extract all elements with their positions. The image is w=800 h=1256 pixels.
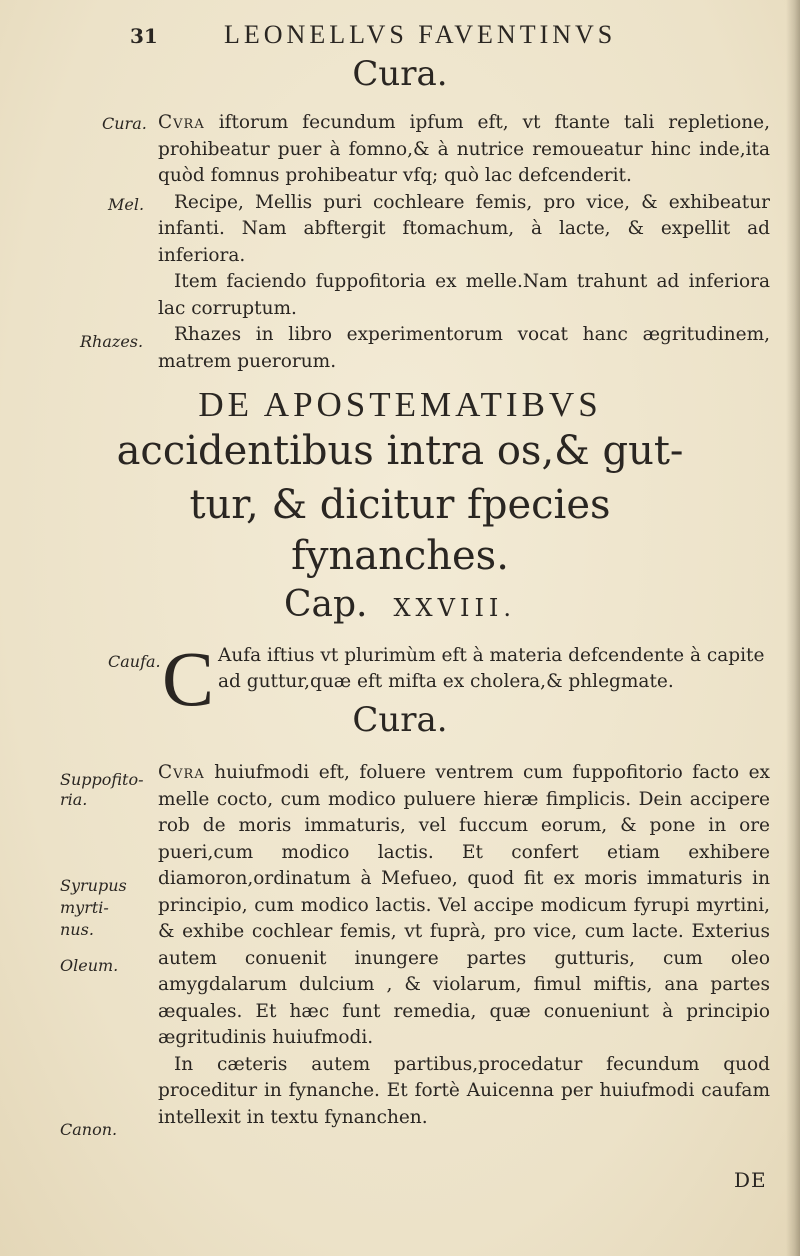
paragraph: In cæteris autem partibus,procedatur fecundum quod proceditur in fynanche. Et fortè Auicenna per huiufmodi caufam intellexit in textu fynanchen. (158, 1053, 770, 1128)
margin-note-rhazes: Rhazes. (80, 332, 144, 351)
margin-note-myrtinus-2: nus. (60, 920, 94, 939)
margin-note-canon: Canon. (60, 1120, 118, 1139)
page-number: 31 (130, 24, 158, 48)
page-edge-shadow (786, 0, 800, 1256)
paragraph: Rhazes in libro experimentorum vocat hanc ægritudinem, matrem puerorum. (158, 324, 770, 372)
margin-note-cura: Cura. (102, 114, 147, 133)
chapter-subtitle-line-1: accidentibus intra os,& gut- (116, 428, 684, 474)
margin-note-syrupus: Syrupus (60, 876, 127, 895)
causa-line-2: ad guttur,quæ eft mifta ex cholera,& phlegmate. (218, 671, 674, 692)
margin-note-myrtinus: myrti- (60, 898, 109, 917)
section-heading-cura-1: Cura. (352, 54, 448, 94)
paragraph (158, 760, 770, 1052)
section-heading-cura-2: Cura. (352, 700, 448, 740)
paragraph-text: iftorum fecundum ipfum eft, vt ftante tali repletione, prohibeatur puer à fomno,& à nutrice remoueatur hinc inde,ita quòd fomnus prohibeatur vfq; quò lac defcenderit. (158, 112, 770, 186)
chapter-cap-line (0, 584, 800, 625)
running-head (0, 18, 800, 54)
lead-word: Cvra (158, 112, 205, 133)
margin-note-mel: Mel. (108, 195, 145, 214)
cap-number: XXVIII. (393, 594, 517, 622)
chapter-title: DE APOSTEMATIBVS (198, 385, 602, 424)
margin-note-causa: Caufa. (108, 652, 161, 671)
paragraph-text: huiufmodi eft, foluere ventrem cum fuppofitorio facto ex melle cocto, cum modico puluere hieræ fimplicis. Dein accipere rob de moris immaturis, vel fuccum eorum, & pone in ore pueri,cum modico lactis. Et confert etiam exhibere diamoron,ordinatum à Mefueo, quod fit ex moris immaturis in principio, cum modico lactis. Vel accipe modicum fyrupi myrtini, & exhibe cochlear femis, vt fuprà, pro vice, cum lacte. Exterius autem conuenit inungere partes gutturis, cum oleo amygdalarum dulcium , & violarum, fimul miftis, ana partes æquales. Et hæc funt remedia, quæ conueniunt à principio ægritudinis huiufmodi. (158, 762, 770, 1048)
section2-body (158, 760, 770, 1131)
chapter-subtitle-line-3: fynanches. (291, 533, 509, 579)
running-head-title: LEONELLVS FAVENTINVS (224, 20, 617, 49)
causa-body (218, 643, 774, 695)
margin-note-suppositoria: Suppofito- (60, 770, 144, 789)
catchword: DE (734, 1168, 767, 1192)
section1-body (158, 110, 770, 375)
paragraph (158, 110, 770, 190)
margin-note-suppositoria-2: ria. (60, 790, 88, 809)
paragraph: Item faciendo fuppofitoria ex melle.Nam trahunt ad inferiora lac corruptum. (158, 271, 770, 319)
paragraph: Recipe, Mellis puri cochleare femis, pro vice, & exhibeatur infanti. Nam abftergit ftomachum, à lacte, & expellit ad inferiora. (158, 191, 770, 266)
drop-initial: C (162, 635, 215, 722)
cap-label: Cap. (283, 584, 368, 625)
causa-line-1: Aufa iftius vt plurimùm eft à materia defcendente à capite (218, 645, 765, 666)
chapter-subtitle-line-2: tur, & dicitur fpecies (189, 482, 611, 528)
margin-note-oleum: Oleum. (60, 956, 119, 975)
lead-word: Cvra (158, 762, 205, 783)
